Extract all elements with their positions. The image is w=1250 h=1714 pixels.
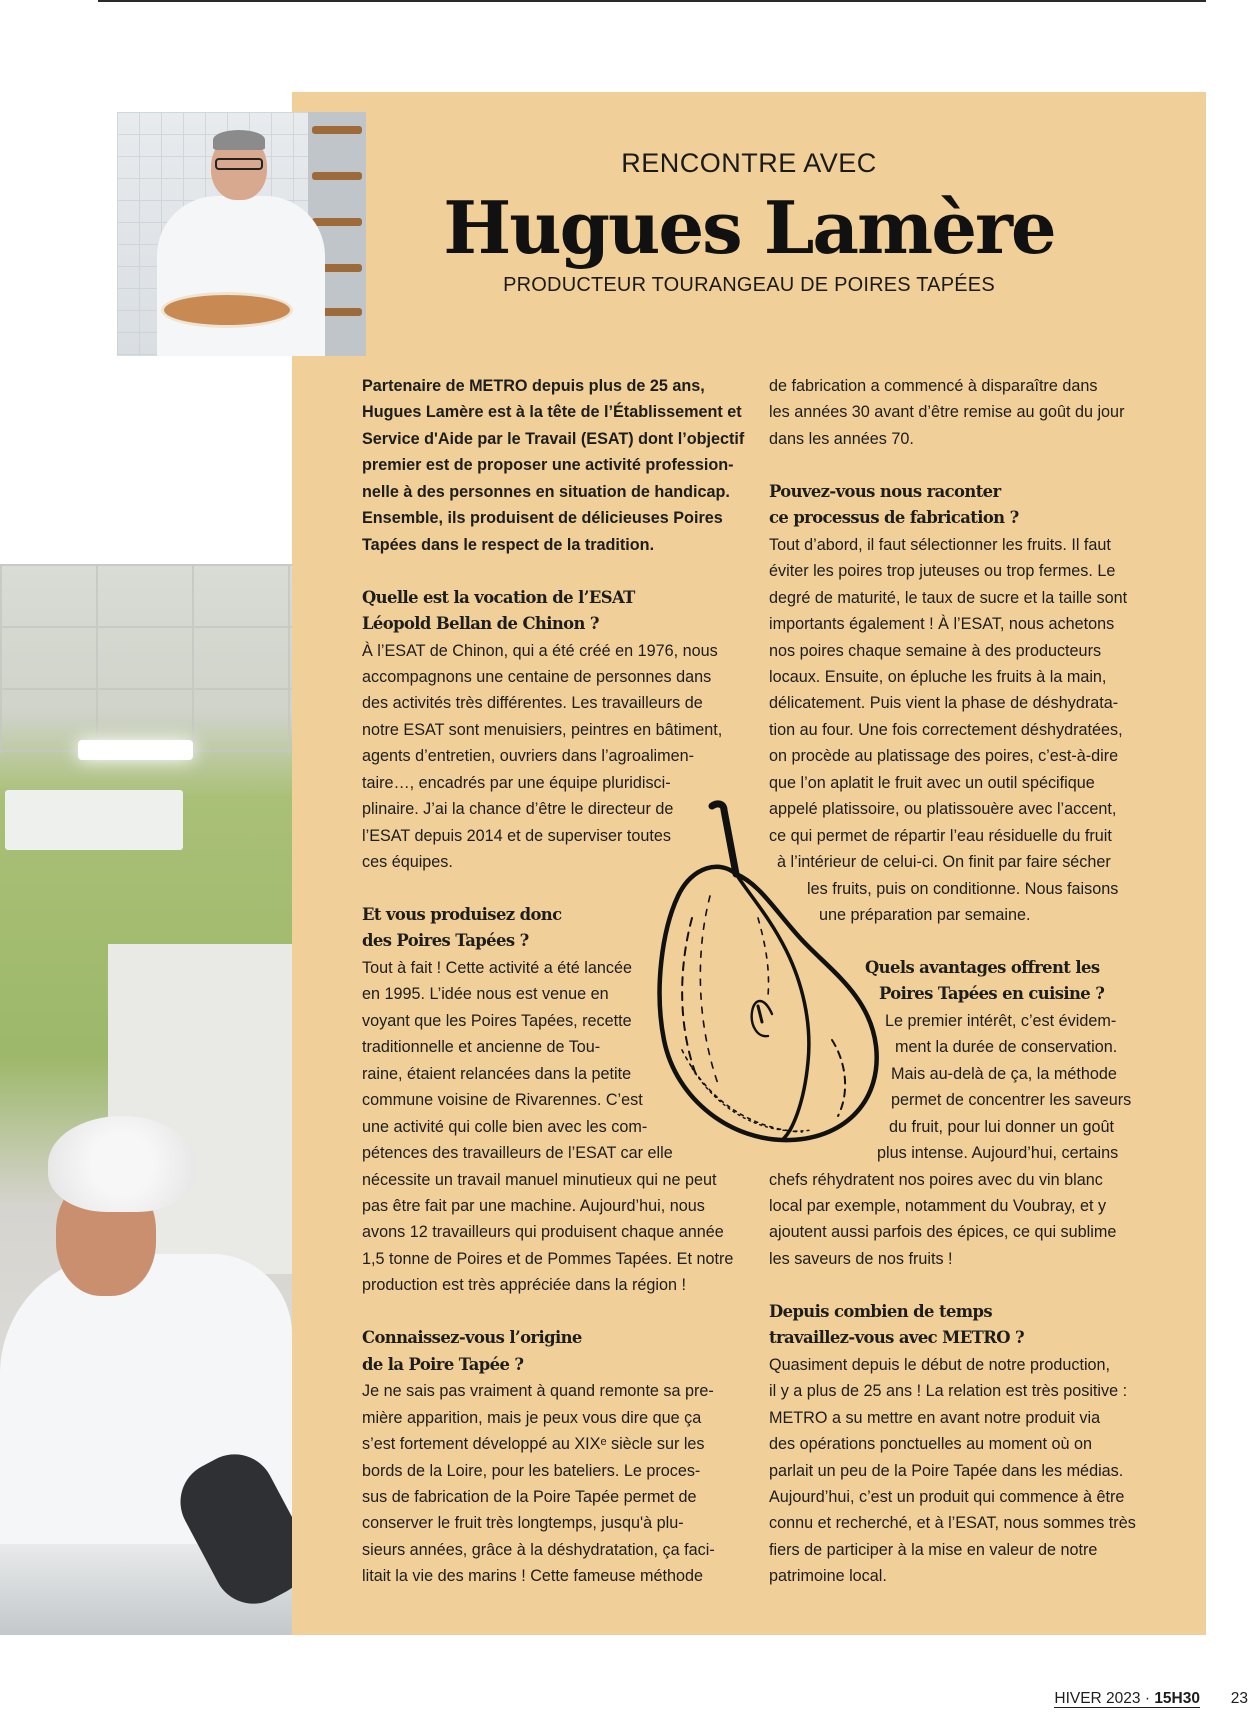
text-line: raine, étaient relancées dans la petite — [362, 1064, 632, 1083]
text-line: les années 30 avant d’être remise au goût du jour — [769, 403, 1125, 422]
text-line: Léopold Bellan de Chinon ? — [362, 614, 599, 634]
text-line: nécessite un travail manuel minutieux qui ne peut — [362, 1170, 717, 1189]
text-line: degré de maturité, le taux de sucre et la taille sont — [769, 588, 1128, 607]
text-line: ces équipes. — [362, 853, 453, 872]
text-line: Le premier intérêt, c’est évidem- — [885, 1011, 1117, 1030]
text-line: Quels avantages offrent les — [865, 957, 1100, 977]
text-line: Tout à fait ! Cette activité a été lancée — [362, 958, 632, 977]
text-line: Mais au-delà de ça, la méthode — [891, 1064, 1117, 1083]
text-line: conserver le fruit très longtemps, jusqu'à plu- — [362, 1514, 684, 1533]
text-line: avons 12 travailleurs qui produisent chaque année — [362, 1223, 724, 1242]
text-line: commune voisine de Rivarennes. C’est — [362, 1091, 643, 1110]
text-line: local par exemple, notamment du Voubray, et y — [769, 1197, 1107, 1216]
text-line: ajoutent aussi parfois des épices, ce qui sublime — [769, 1223, 1117, 1242]
text-line: notre ESAT sont menuisiers, peintres en bâtiment, — [362, 720, 723, 739]
text-line: ment la durée de conservation. — [895, 1038, 1118, 1057]
text-line: traditionnelle et ancienne de Tou- — [362, 1038, 601, 1057]
brand-name: 15H30 — [1154, 1690, 1200, 1707]
text-line: accompagnons une centaine de personnes dans — [362, 667, 712, 686]
answer-3 — [362, 1378, 742, 1590]
text-line: nelle à des personnes en situation de handicap. — [362, 482, 730, 501]
text-line: sus de fabrication de la Poire Tapée permet de — [362, 1487, 697, 1506]
page-number: 23 — [1230, 1690, 1248, 1707]
text-line: locaux. Ensuite, on épluche les fruits à la main, — [769, 667, 1107, 686]
text-line: Aujourd’hui, c’est un produit qui commence à être — [769, 1487, 1125, 1506]
text-line: ce processus de fabrication ? — [769, 508, 1019, 528]
text-line: bords de la Loire, pour les bateliers. Le proces- — [362, 1461, 701, 1480]
text-line: chefs réhydratent nos poires avec du vin blanc — [769, 1170, 1103, 1189]
text-line: tion au four. Une fois correctement déshydratées, — [769, 720, 1123, 739]
text-line: 1,5 tonne de Poires et de Pommes Tapées. Et notre — [362, 1249, 734, 1268]
text-line: litait la vie des marins ! Cette fameuse méthode — [362, 1567, 703, 1586]
text-line: des activités très différentes. Les travailleurs de — [362, 694, 703, 713]
text-line: production est très appréciée dans la région ! — [362, 1276, 686, 1295]
text-line: travaillez-vous avec METRO ? — [769, 1328, 1024, 1348]
text-line: Pouvez-vous nous raconter — [769, 481, 1001, 501]
text-line: une activité qui colle bien avec les com- — [362, 1117, 648, 1136]
pear-illustration-icon — [652, 800, 884, 1146]
top-rule — [98, 0, 1206, 2]
text-line: Depuis combien de temps — [769, 1301, 993, 1321]
text-line: À l’ESAT de Chinon, qui a été créé en 1976, nous — [362, 641, 718, 660]
text-line: Tapées dans le respect de la tradition. — [362, 535, 655, 554]
text-line: l’ESAT depuis 2014 et de superviser toutes — [362, 826, 671, 845]
text-line: il y a plus de 25 ans ! La relation est très positive : — [769, 1382, 1128, 1401]
text-line: Quelle est la vocation de l’ESAT — [362, 587, 635, 607]
text-line: des opérations ponctuelles au moment où on — [769, 1435, 1093, 1454]
text-line: en 1995. L’idée nous est venue en — [362, 985, 609, 1004]
text-line: les saveurs de nos fruits ! — [769, 1249, 953, 1268]
text-line: Hugues Lamère est à la tête de l’Établissement et — [362, 403, 742, 422]
text-line: permet de concentrer les saveurs — [891, 1091, 1132, 1110]
page-title: Hugues Lamère — [443, 185, 1055, 270]
question-3 — [362, 1325, 742, 1378]
text-line: fiers de participer à la mise en valeur de notre — [769, 1540, 1098, 1559]
text-line: patrimoine local. — [769, 1567, 887, 1586]
text-line: Et vous produisez donc — [362, 905, 562, 925]
text-line: sieurs années, grâce à la déshydratation, ça faci- — [362, 1540, 715, 1559]
text-line: METRO a su mettre en avant notre produit via — [769, 1408, 1101, 1427]
text-line: Connaissez-vous l’origine — [362, 1328, 582, 1348]
intro-paragraph — [362, 373, 745, 558]
text-line: mière apparition, mais je peux vous dire que ça — [362, 1408, 702, 1427]
text-line: éviter les poires trop juteuses ou trop fermes. Le — [769, 562, 1116, 581]
text-line: Quasiment depuis le début de notre production, — [769, 1355, 1111, 1374]
kicker: RENCONTRE AVEC — [621, 148, 877, 178]
text-line: s’est fortement développé au XIXᵉ siècle sur les — [362, 1435, 705, 1454]
answer-3-continued — [769, 373, 1149, 452]
text-line: les fruits, puis on conditionne. Nous faisons — [807, 879, 1119, 898]
text-line: Poires Tapées en cuisine ? — [879, 984, 1105, 1004]
text-line: on procède au platissage des poires, c’est-à-dire — [769, 747, 1119, 766]
text-line: Partenaire de METRO depuis plus de 25 ans, — [362, 377, 705, 395]
text-line: Tout d’abord, il faut sélectionner les fruits. Il faut — [769, 535, 1111, 554]
text-line: connu et recherché, et à l’ESAT, nous sommes très — [769, 1514, 1136, 1533]
question-6 — [769, 1299, 1149, 1352]
text-line: pas être fait par une machine. Aujourd’hui, nous — [362, 1197, 705, 1216]
kitchen-photo — [0, 564, 292, 1635]
text-line: Ensemble, ils produisent de délicieuses Poires — [362, 509, 723, 528]
text-line: Service d'Aide par le Travail (ESAT) dont l’objectif — [362, 429, 745, 448]
text-line: plinaire. J’ai la chance d’être le directeur de — [362, 800, 674, 819]
page-footer — [0, 1690, 1250, 1710]
text-line: appelé platissoire, ou platissouère avec l’accent, — [769, 800, 1117, 819]
text-line: agents d’entretien, ouvriers dans l’agroalimen- — [362, 747, 695, 766]
text-line: plus intense. Aujourd’hui, certains — [877, 1144, 1119, 1163]
text-line: pétences des travailleurs de l’ESAT car elle — [362, 1144, 673, 1163]
text-line: Je ne sais pas vraiment à quand remonte sa pre- — [362, 1382, 714, 1401]
issue-label: HIVER 2023 · 15H30 — [1054, 1690, 1200, 1707]
text-line: des Poires Tapées ? — [362, 931, 529, 951]
text-line: de fabrication a commencé à disparaître dans — [769, 377, 1098, 395]
text-line: une préparation par semaine. — [819, 906, 1031, 925]
text-line: délicatement. Puis vient la phase de déshydrata- — [769, 694, 1119, 713]
text-line: parlait un peu de la Poire Tapée dans les médias. — [769, 1461, 1124, 1480]
text-line: importants également ! À l’ESAT, nous achetons — [769, 615, 1115, 634]
text-line: voyant que les Poires Tapées, recette — [362, 1011, 632, 1030]
text-line: dans les années 70. — [769, 429, 914, 448]
text-line: taire…, encadrés par une équipe pluridisci- — [362, 773, 671, 792]
subtitle: PRODUCTEUR TOURANGEAU DE POIRES TAPÉES — [503, 274, 995, 296]
answer-6 — [769, 1352, 1149, 1590]
question-1 — [362, 585, 742, 638]
question-4 — [769, 479, 1149, 532]
text-line: nos poires chaque semaine à des producteurs — [769, 641, 1102, 660]
text-line: premier est de proposer une activité profession- — [362, 456, 734, 475]
text-line: ce qui permet de répartir l’eau résiduelle du fruit — [769, 826, 1112, 845]
text-line: à l’intérieur de celui-ci. On finit par faire sécher — [777, 853, 1111, 872]
text-line: de la Poire Tapée ? — [362, 1354, 524, 1374]
text-line: que l’on aplatit le fruit avec un outil spécifique — [769, 773, 1095, 792]
text-line: du fruit, pour lui donner un goût — [889, 1117, 1114, 1136]
